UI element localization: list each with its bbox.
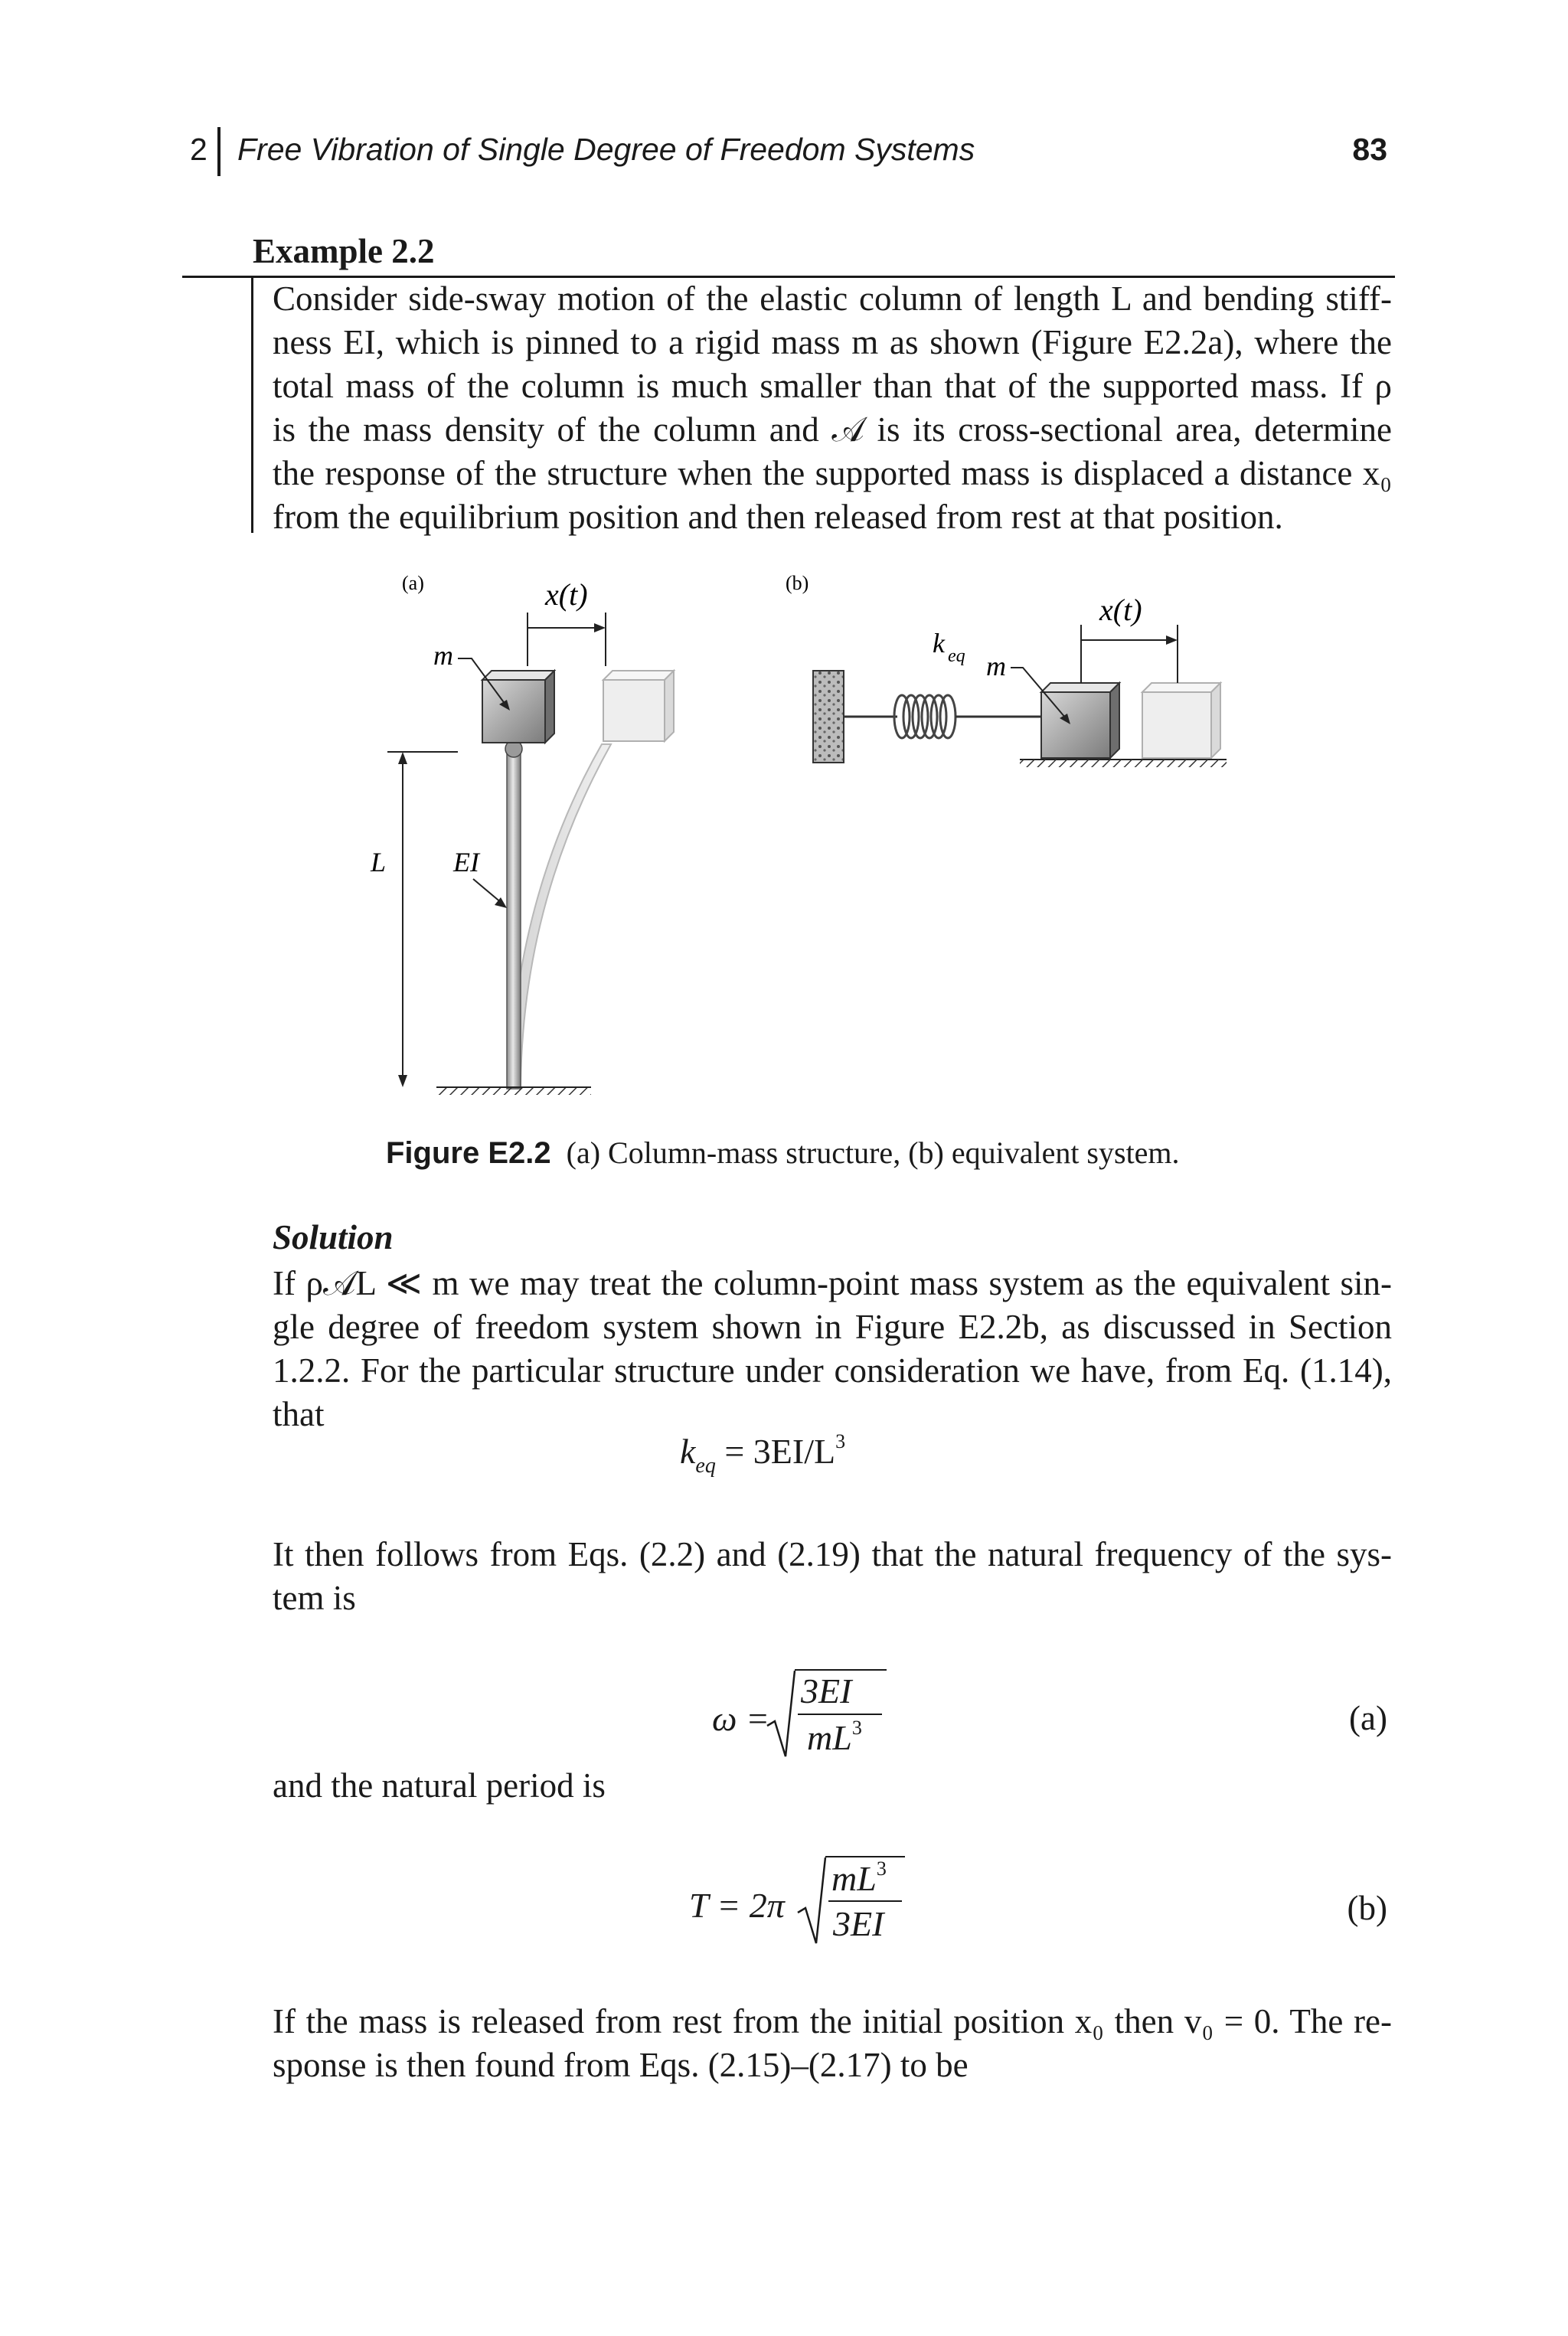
disp-label-a: x(t) [545, 577, 588, 612]
solution-line: tem is [273, 1579, 356, 1617]
chapter-title: Free Vibration of Single Degree of Freedom Systems [237, 132, 975, 167]
panel-b-label: (b) [786, 572, 809, 594]
eq1-lhs-sub: eq [695, 1454, 716, 1478]
example-line: the response of the structure when the supported mass is displaced a distance x₀ [273, 454, 1392, 492]
mass-b-top [1041, 683, 1119, 692]
ground-a [436, 1087, 591, 1095]
rigid-mass-top [482, 671, 554, 680]
radical-icon [766, 1669, 796, 1759]
chapter-number: 2 [190, 132, 207, 167]
solution-line: sponse is then found from Eqs. (2.15)–(2.17) to be [273, 2046, 969, 2084]
eq1-rhs: = 3EI/L [724, 1432, 836, 1471]
solution-line: It then follows from Eqs. (2.2) and (2.19) that the natural frequency of the sys- [273, 1535, 1392, 1573]
ground-b [1020, 760, 1227, 767]
figure-caption [386, 1135, 1180, 1171]
example-line: ness EI, which is pinned to a rigid mass m as shown (Figure E2.2a), where the [273, 323, 1392, 361]
elastic-column [507, 752, 521, 1089]
wall [813, 671, 844, 763]
solution-paragraph-1 [273, 1262, 1392, 1436]
page-number: 83 [1352, 132, 1387, 167]
caption-text: (a) Column-mass structure, (b) equivalent system. [566, 1135, 1180, 1170]
header-divider [217, 127, 220, 176]
panel-a-label: (a) [402, 572, 424, 594]
solution-line: If the mass is released from rest from the initial position x₀ then v₀ = 0. The re- [273, 2002, 1392, 2040]
example-line: Consider side-sway motion of the elastic column of length L and bending stiff- [273, 279, 1392, 318]
ghost-mass-side [665, 671, 674, 741]
eq3-num-sup: 3 [876, 1857, 887, 1880]
fraction-bar [828, 1900, 902, 1902]
displaced-mass-ghost [603, 680, 665, 741]
example-line: total mass of the column is much smaller than that of the supported mass. If ρ [273, 367, 1392, 405]
eq3-lhs: T = 2π [689, 1886, 785, 1925]
solution-title: Solution [273, 1218, 394, 1256]
ghost-b-top [1142, 683, 1220, 692]
spring-k: k [933, 628, 945, 658]
figure-e2-2 [322, 551, 1286, 1103]
example-side-bar [251, 277, 253, 533]
example-text [273, 277, 1392, 539]
eq3-num: mL [831, 1859, 877, 1898]
solution-line: If ρ𝒜L ≪ m we may treat the column-point mass system as the equivalent sin- [273, 1264, 1392, 1302]
solution-line: gle degree of freedom system shown in Figure E2.2b, as discussed in Section [273, 1308, 1392, 1346]
eq1-rhs-sup: 3 [835, 1430, 846, 1452]
solution-paragraph-3 [273, 1764, 1392, 1808]
solution-paragraph-4 [273, 2000, 1392, 2087]
mass-b-side [1110, 683, 1119, 758]
rigid-mass [482, 680, 545, 743]
example-line: from the equilibrium position and then released from rest at that position. [273, 498, 1283, 536]
equation-keq [680, 1430, 845, 1478]
length-label: L [371, 847, 387, 877]
solution-paragraph-2 [273, 1533, 1392, 1620]
eq2-den: mL [807, 1718, 852, 1757]
deflected-column-ghost [510, 744, 611, 1087]
fraction-bar [798, 1714, 882, 1715]
example-line: is the mass density of the column and 𝒜 is its cross-sectional area, determine [273, 410, 1392, 449]
equation-label-b: (b) [1347, 1889, 1387, 1927]
mass-label-b: m [986, 651, 1006, 681]
eq2-den-wrap [807, 1717, 862, 1758]
radical-icon [796, 1856, 827, 1946]
example-title: Example 2.2 [253, 232, 435, 270]
stiffness-label: EI [453, 847, 479, 877]
solution-line: 1.2.2. For the particular structure under consideration we have, from Eq. (1.14), [273, 1351, 1392, 1390]
spring-sub: eq [947, 646, 965, 666]
spring-label [933, 628, 965, 666]
eq3-num-wrap [831, 1857, 887, 1899]
eq3-den: 3EI [833, 1904, 884, 1943]
eq2-lhs: ω = [712, 1699, 770, 1738]
equation-omega [712, 1666, 888, 1766]
disp-label-b: x(t) [1099, 593, 1142, 627]
rigid-mass-side [545, 671, 554, 743]
arrowhead-icon [594, 623, 606, 632]
caption-label: Figure E2.2 [386, 1136, 551, 1170]
eq2-num: 3EI [801, 1671, 852, 1710]
eq2-den-sup: 3 [851, 1717, 862, 1739]
ghost-b-side [1211, 683, 1220, 758]
eq1-lhs: k [680, 1432, 696, 1471]
solution-line: and the natural period is [273, 1766, 606, 1805]
spring-coil [894, 695, 956, 738]
ghost-mass-top [603, 671, 674, 680]
solution-line: that [273, 1395, 325, 1433]
mass-label-a: m [433, 640, 453, 671]
equation-period [689, 1853, 911, 1952]
ei-leader [473, 879, 502, 903]
arrowhead-icon [398, 752, 407, 764]
arrowhead-icon [398, 1075, 407, 1087]
displaced-mass-ghost-b [1142, 692, 1211, 758]
equation-label-a: (a) [1349, 1699, 1387, 1737]
arrowhead-icon [1166, 635, 1178, 645]
